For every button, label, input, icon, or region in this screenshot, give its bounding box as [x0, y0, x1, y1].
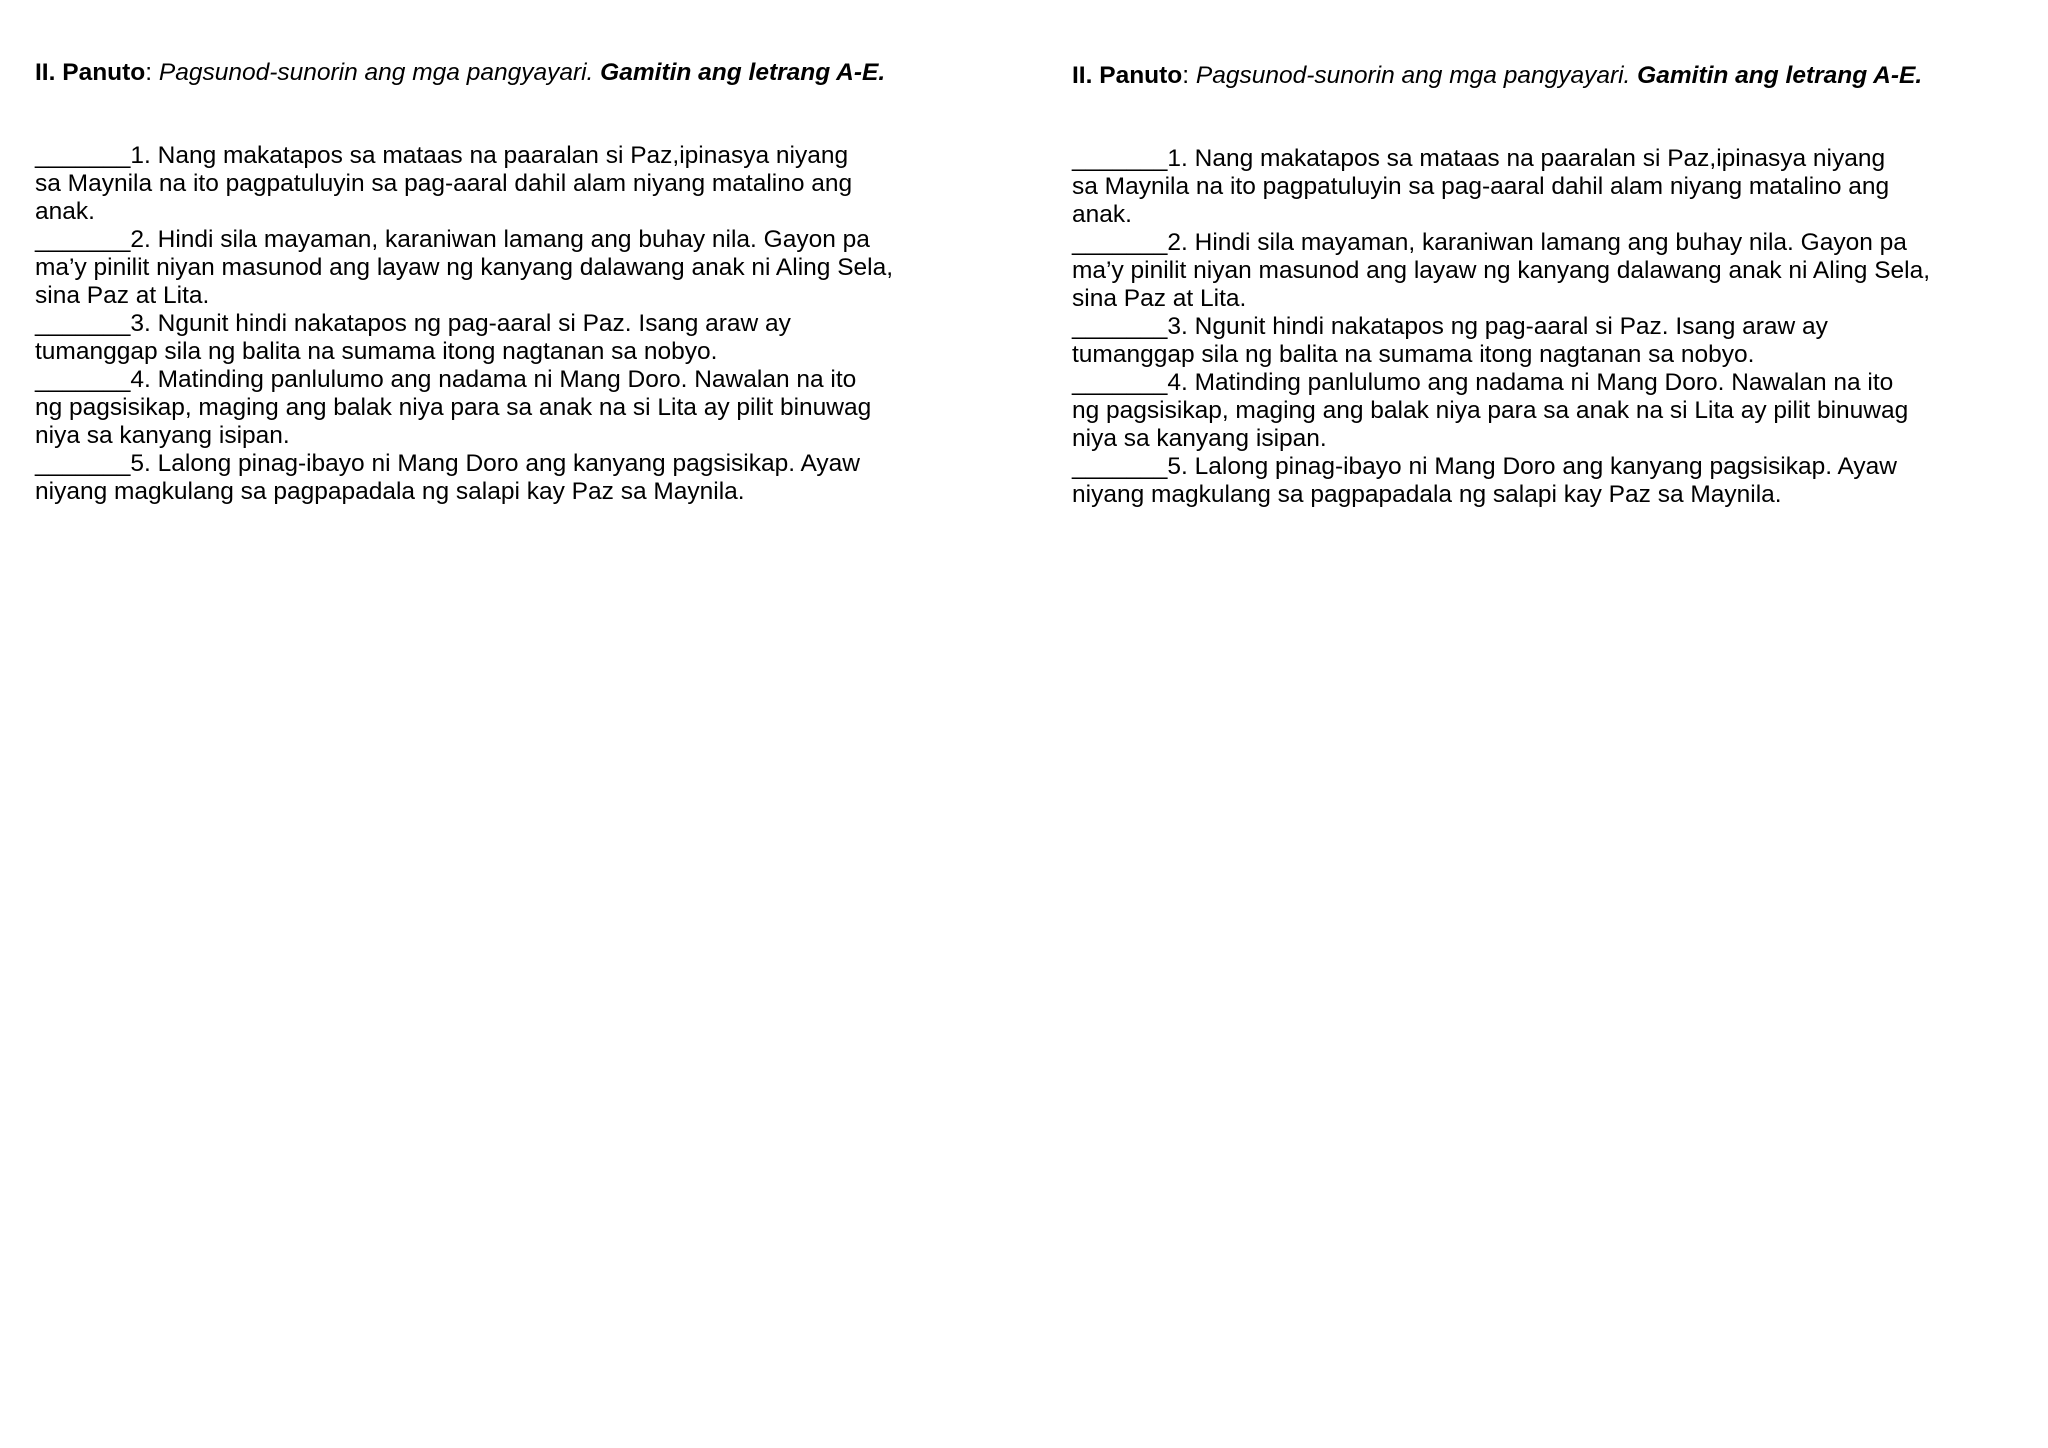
question-item-5 [1072, 453, 2048, 509]
question-line: sina Paz at Lita. [35, 282, 210, 309]
question-item-4 [1072, 369, 2048, 453]
question-item-1 [35, 142, 1025, 226]
worksheet-column-left [35, 58, 1025, 506]
instruction-separator: : [145, 59, 159, 86]
question-line: 3. Ngunit hindi nakatapos ng pag-aaral si Paz. Isang araw ay [1167, 313, 1828, 340]
question-list [1072, 145, 2048, 509]
question-line: 2. Hindi sila mayaman, karaniwan lamang ang buhay nila. Gayon pa [1167, 229, 1907, 256]
question-line: ma’y pinilit niyan masunod ang layaw ng kanyang dalawang anak ni Aling Sela, [1072, 257, 1931, 284]
question-line: sina Paz at Lita. [1072, 285, 1247, 312]
question-item-2 [1072, 229, 2048, 313]
question-line: tumanggap sila ng balita na sumama itong nagtanan sa nobyo. [1072, 341, 1755, 368]
question-line: sa Maynila na ito pagpatuluyin sa pag-aaral dahil alam niyang matalino ang [35, 170, 853, 197]
instruction-label: II. Panuto [1072, 62, 1183, 89]
question-item-1 [1072, 145, 2048, 229]
worksheet-column-right [1072, 61, 2048, 509]
answer-blank[interactable]: _______ [1072, 229, 1168, 256]
question-line: anak. [1072, 201, 1132, 228]
question-line: niya sa kanyang isipan. [1072, 425, 1327, 452]
answer-blank[interactable]: _______ [35, 226, 131, 253]
question-line: 1. Nang makatapos sa mataas na paaralan si Paz,ipinasya niyang [130, 142, 849, 169]
instruction-text: Pagsunod-sunorin ang mga pangyayari. [158, 59, 601, 86]
answer-blank[interactable]: _______ [35, 366, 131, 393]
question-line: 5. Lalong pinag-ibayo ni Mang Doro ang kanyang pagsisikap. Ayaw [130, 450, 860, 477]
question-line: ng pagsisikap, maging ang balak niya para sa anak na si Lita ay pilit binuwag [35, 394, 872, 421]
question-line: 2. Hindi sila mayaman, karaniwan lamang ang buhay nila. Gayon pa [130, 226, 870, 253]
question-line: niyang magkulang sa pagpapadala ng salapi kay Paz sa Maynila. [35, 478, 745, 505]
question-line: ng pagsisikap, maging ang balak niya para sa anak na si Lita ay pilit binuwag [1072, 397, 1909, 424]
answer-blank[interactable]: _______ [1072, 453, 1168, 480]
question-line: 5. Lalong pinag-ibayo ni Mang Doro ang kanyang pagsisikap. Ayaw [1167, 453, 1897, 480]
question-item-2 [35, 226, 1025, 310]
answer-blank[interactable]: _______ [35, 450, 131, 477]
answer-blank[interactable]: _______ [1072, 313, 1168, 340]
question-item-3 [35, 310, 1025, 366]
question-line: anak. [35, 198, 95, 225]
instruction-heading [1072, 61, 2048, 91]
instruction-emphasis: Gamitin ang letrang A-E. [1637, 62, 1923, 89]
question-item-4 [35, 366, 1025, 450]
question-line: ma’y pinilit niyan masunod ang layaw ng kanyang dalawang anak ni Aling Sela, [35, 254, 894, 281]
instruction-emphasis: Gamitin ang letrang A-E. [600, 59, 886, 86]
question-item-3 [1072, 313, 2048, 369]
question-list [35, 142, 1025, 506]
question-line: 1. Nang makatapos sa mataas na paaralan si Paz,ipinasya niyang [1167, 145, 1886, 172]
instruction-text: Pagsunod-sunorin ang mga pangyayari. [1195, 62, 1638, 89]
instruction-separator: : [1182, 62, 1196, 89]
question-line: niya sa kanyang isipan. [35, 422, 290, 449]
question-line: tumanggap sila ng balita na sumama itong nagtanan sa nobyo. [35, 338, 718, 365]
answer-blank[interactable]: _______ [1072, 145, 1168, 172]
answer-blank[interactable]: _______ [35, 310, 131, 337]
instruction-label: II. Panuto [35, 59, 146, 86]
question-line: 3. Ngunit hindi nakatapos ng pag-aaral si Paz. Isang araw ay [130, 310, 791, 337]
question-line: sa Maynila na ito pagpatuluyin sa pag-aaral dahil alam niyang matalino ang [1072, 173, 1890, 200]
question-line: 4. Matinding panlulumo ang nadama ni Mang Doro. Nawalan na ito [130, 366, 857, 393]
instruction-heading [35, 58, 1025, 88]
answer-blank[interactable]: _______ [1072, 369, 1168, 396]
answer-blank[interactable]: _______ [35, 142, 131, 169]
question-line: 4. Matinding panlulumo ang nadama ni Mang Doro. Nawalan na ito [1167, 369, 1894, 396]
question-line: niyang magkulang sa pagpapadala ng salapi kay Paz sa Maynila. [1072, 481, 1782, 508]
question-item-5 [35, 450, 1025, 506]
